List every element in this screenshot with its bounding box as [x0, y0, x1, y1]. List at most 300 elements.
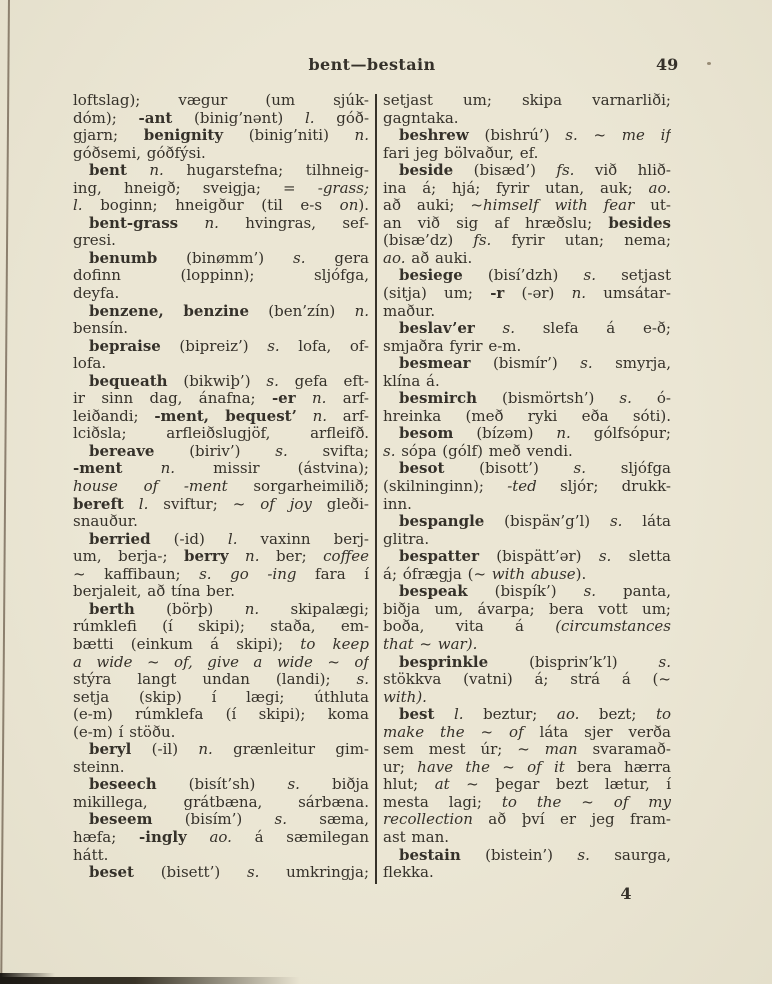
dictionary-line	[73, 548, 369, 566]
dictionary-line	[73, 654, 369, 672]
dictionary-line	[73, 794, 369, 812]
text-run: leiðandi;	[73, 407, 155, 425]
italic-run: n.	[204, 214, 219, 232]
text-run: berjaleit, að tína ber.	[73, 583, 235, 601]
text-run: rúmklefi (í skipi); staða, em-	[73, 618, 369, 636]
text-run: biðja um, ávarpa; bera vott um;	[383, 600, 671, 618]
text-run	[122, 460, 160, 477]
dictionary-line	[383, 601, 671, 619]
italic-run: house of -ment	[73, 478, 228, 496]
dictionary-line	[73, 92, 369, 110]
text-run: gleði-	[311, 495, 369, 513]
text-run: þegar bezt lætur, í	[478, 776, 671, 794]
text-run: bezt;	[579, 706, 656, 724]
text-run: sletta	[611, 548, 671, 566]
dictionary-line	[383, 338, 671, 356]
text-run	[212, 566, 231, 583]
italic-run: n.	[354, 127, 369, 145]
dictionary-line	[73, 232, 369, 250]
italic-run: s.	[267, 337, 280, 355]
text-run: (bisít’sh)	[156, 776, 288, 794]
text-run: fara í	[296, 565, 369, 583]
italic-run: with).	[383, 688, 427, 706]
dictionary-line	[383, 197, 671, 215]
text-run: klína á.	[383, 372, 440, 390]
headword: bent-grass	[89, 214, 179, 232]
dictionary-line	[383, 741, 671, 759]
text-run: mikillega, grátbæna, sárbæna.	[73, 793, 369, 811]
text-run: umsátar-	[586, 285, 671, 303]
text-run: umkringja;	[259, 864, 369, 882]
right-column	[383, 92, 671, 882]
italic-run: fs.	[473, 232, 492, 250]
text-run	[297, 408, 313, 425]
text-run: (bispriɴ’k’l)	[488, 653, 659, 671]
headword: benzene, benzine	[89, 302, 250, 320]
dictionary-line	[383, 285, 671, 303]
dictionary-line	[73, 303, 369, 321]
dictionary-line	[383, 355, 671, 373]
text-run: mesta lagi;	[383, 793, 502, 811]
text-run: sæma,	[287, 811, 369, 829]
text-run: láta sjer verða	[523, 723, 671, 741]
dictionary-line	[383, 425, 671, 443]
dictionary-line	[383, 654, 671, 672]
text-run	[475, 320, 503, 337]
text-run: við hlið-	[574, 162, 671, 180]
dictionary-line	[73, 320, 369, 338]
dictionary-line	[73, 110, 369, 128]
headword: bent	[89, 162, 127, 180]
text-run: (bízəm)	[453, 425, 557, 443]
text-run: hvingras, sef-	[218, 214, 369, 232]
dictionary-line	[383, 636, 671, 654]
text-run: snauður.	[73, 513, 138, 531]
text-run: sópa (gólf) með vendi.	[395, 442, 573, 460]
text-run: stýra langt undan (landi);	[73, 671, 357, 689]
italic-run: -grass;	[317, 179, 369, 197]
italic-run: n.	[149, 162, 164, 180]
italic-run: to keep	[300, 635, 369, 653]
italic-run: that ~ war).	[383, 635, 478, 653]
text-run: sorgarheimilið;	[227, 478, 369, 496]
dictionary-line	[383, 267, 671, 285]
dictionary-line	[73, 601, 369, 619]
text-run: (bisott’)	[444, 460, 574, 478]
text-run: að auki;	[383, 197, 471, 215]
dictionary-line	[383, 127, 671, 145]
dictionary-line	[383, 531, 671, 549]
text-run: (-id)	[150, 530, 228, 548]
headword: beside	[399, 162, 454, 180]
italic-run: (circumstances	[555, 618, 671, 636]
dictionary-line	[73, 706, 369, 724]
page-number: 49	[656, 55, 679, 74]
text-run: lofa.	[73, 355, 107, 373]
text-run: (bismír’)	[470, 355, 581, 373]
dictionary-line	[383, 566, 671, 584]
dictionary-line	[383, 864, 671, 882]
dictionary-line	[73, 513, 369, 531]
dictionary-line	[73, 127, 369, 145]
text-run: ut-	[634, 197, 671, 215]
italic-run: s.	[356, 671, 369, 689]
italic-run: on	[339, 197, 359, 215]
headword: besmirch	[399, 390, 477, 408]
text-run: (bispätt’ər)	[479, 548, 599, 566]
text-run: gefa eft-	[278, 372, 369, 390]
italic-run: s.	[577, 846, 590, 864]
running-head: bent—bestain	[308, 55, 436, 74]
dictionary-line	[383, 759, 671, 777]
dictionary-line	[73, 197, 369, 215]
italic-run: fs.	[556, 162, 575, 180]
text-run: setja (skip) í lægi; úthluta	[73, 688, 369, 706]
text-run: steinn.	[73, 758, 125, 776]
italic-run: ~ man	[517, 741, 578, 759]
text-run: sviftur;	[148, 495, 233, 513]
dictionary-line	[383, 250, 671, 268]
italic-run: ~	[73, 565, 86, 583]
italic-run: l.	[304, 109, 315, 127]
italic-run: s.	[583, 267, 596, 285]
text-run	[434, 706, 454, 723]
italic-run: ~ of joy	[232, 495, 312, 513]
italic-run: ~ with abuse	[473, 565, 576, 583]
text-run: (e-m) í stöðu.	[73, 723, 176, 741]
text-run: panta,	[596, 583, 671, 601]
italic-run: -ted	[507, 478, 537, 496]
dictionary-line	[383, 408, 671, 426]
text-run: smjaðra fyrir e-m.	[383, 337, 522, 355]
text-run: (ben’zín)	[249, 302, 355, 320]
italic-run: s.	[293, 249, 306, 267]
column-divider	[375, 94, 377, 884]
text-run: (bistein’)	[460, 846, 578, 864]
text-run: saurga,	[589, 846, 671, 864]
italic-run: s.	[573, 460, 586, 478]
headword: -ment, bequest’	[154, 407, 297, 425]
italic-run: at ~	[434, 776, 479, 794]
text-run: ir sinn dag, ánafna;	[73, 390, 272, 408]
text-run: ur;	[383, 758, 418, 776]
dictionary-line	[73, 425, 369, 443]
italic-run: n.	[160, 460, 176, 478]
italic-run: l.	[73, 197, 83, 215]
italic-run: n.	[311, 390, 327, 408]
headword: bequeath	[89, 372, 168, 390]
text-run: slefa á e-ð;	[515, 320, 671, 338]
left-column	[73, 92, 369, 882]
italic-run: s.	[609, 513, 623, 531]
italic-run: s.	[383, 442, 396, 460]
dictionary-line	[73, 460, 369, 478]
text-run: gjarn;	[73, 127, 144, 145]
italic-run: go -ing	[230, 565, 297, 583]
text-run: maður.	[383, 302, 436, 320]
ink-speck	[707, 62, 711, 65]
dictionary-line	[73, 618, 369, 636]
dictionary-line	[73, 373, 369, 391]
dictionary-line	[73, 776, 369, 794]
text-run: boða, vita á	[383, 618, 556, 636]
italic-run: ~ me if	[593, 127, 671, 145]
headword: -ant	[138, 109, 173, 127]
headword: bespeak	[399, 583, 468, 601]
text-run: hugarstefna; tilhneig-	[163, 162, 369, 180]
dictionary-line	[73, 566, 369, 584]
text-run: ina á; hjá; fyrir utan, auk;	[383, 179, 649, 197]
dictionary-line	[383, 513, 671, 531]
italic-run: s.	[565, 127, 578, 145]
dictionary-line	[73, 162, 369, 180]
italic-run: s.	[266, 372, 279, 390]
italic-run: s.	[583, 583, 597, 601]
dictionary-line	[383, 215, 671, 233]
headword: bespatter	[399, 548, 479, 566]
headword: -ingly	[139, 828, 187, 846]
dictionary-line	[73, 496, 369, 514]
headword: besom	[399, 425, 454, 443]
text-run: bera hærra	[564, 758, 671, 776]
text-run: (bismörtsh’)	[477, 390, 620, 408]
text-run: dofinn (loppinn); sljófga,	[73, 267, 369, 285]
italic-run: s.	[246, 864, 260, 882]
dictionary-line	[383, 776, 671, 794]
headword: benignity	[143, 127, 224, 145]
dictionary-line	[73, 408, 369, 426]
text-run: smyrja,	[592, 355, 671, 373]
text-run	[187, 829, 210, 846]
italic-run: recollection	[383, 811, 473, 829]
text-run: glitra.	[383, 530, 430, 548]
italic-run: s.	[619, 390, 632, 408]
dictionary-line	[383, 583, 671, 601]
text-run: (bisæ’dz)	[383, 232, 474, 250]
text-run: ).	[358, 197, 369, 215]
italic-run: ao.	[556, 706, 580, 724]
italic-run: l.	[227, 530, 238, 548]
text-run: (bisí’dzh)	[462, 267, 584, 285]
italic-run: n.	[571, 285, 587, 303]
italic-run: s.	[658, 653, 671, 671]
text-run: biðja	[299, 776, 369, 794]
dictionary-line	[383, 496, 671, 514]
dictionary-line	[73, 285, 369, 303]
headword: -er	[271, 390, 296, 408]
text-run: deyfa.	[73, 285, 120, 303]
text-run: missir (ástvina);	[175, 460, 369, 478]
text-run: um, berja-;	[73, 548, 184, 566]
text-run: (bisæd’)	[453, 162, 557, 180]
text-run: að auki.	[405, 249, 473, 267]
headword: besmear	[399, 355, 471, 373]
dictionary-line	[383, 724, 671, 742]
text-run: sljófga	[586, 460, 671, 478]
text-run: (binømm’)	[157, 249, 294, 267]
headword: besot	[399, 460, 445, 478]
italic-run: n.	[245, 548, 260, 566]
text-run: (bikwiþ’)	[167, 372, 267, 390]
text-run: (bisett’)	[133, 864, 247, 882]
italic-run: ~	[658, 671, 671, 689]
dictionary-line	[73, 636, 369, 654]
text-run: flekka.	[383, 864, 434, 882]
dictionary-line	[73, 478, 369, 496]
italic-run: n.	[312, 407, 328, 425]
text-run: arf-	[326, 390, 369, 408]
text-run: (biriv’)	[154, 442, 276, 460]
text-run: ber;	[259, 548, 324, 566]
headword: bereft	[73, 495, 124, 513]
italic-run: s.	[580, 355, 593, 373]
italic-run: ao.	[209, 828, 232, 846]
dictionary-line	[383, 478, 671, 496]
headword: -ment	[73, 460, 123, 478]
text-run: sljór; drukk-	[536, 478, 671, 496]
dictionary-line	[73, 689, 369, 707]
text-run: (binig’niti)	[223, 127, 355, 145]
text-run: bensín.	[73, 320, 129, 338]
text-run: góð-	[314, 109, 369, 127]
dictionary-line	[383, 671, 671, 689]
scan-edge-artifact	[0, 0, 10, 984]
text-run	[296, 390, 312, 407]
dictionary-line	[383, 706, 671, 724]
dictionary-line	[73, 215, 369, 233]
text-run: hæfa;	[73, 828, 140, 846]
text-run: sem mest úr;	[383, 741, 518, 759]
headword: bestain	[399, 846, 461, 864]
dictionary-line	[383, 794, 671, 812]
dictionary-line	[383, 92, 671, 110]
italic-run: s.	[275, 442, 288, 460]
dictionary-line	[73, 847, 369, 865]
text-run: gera	[305, 249, 369, 267]
dictionary-line	[73, 759, 369, 777]
headword: beseech	[89, 776, 157, 794]
text-run: setjast	[595, 267, 671, 285]
headword: bepraise	[89, 337, 161, 355]
italic-run: a wide ~ of, give a wide ~ of	[73, 653, 369, 671]
text-run: fari jeg bölvaður, ef.	[383, 144, 539, 162]
headword: beseem	[89, 811, 153, 829]
text-run: stökkva (vatni) á; strá á (	[383, 671, 659, 689]
dictionary-line	[383, 847, 671, 865]
text-run: ing, hneigð; sveigja; =	[73, 179, 318, 197]
text-run: (bipreiz’)	[160, 337, 268, 355]
text-run: hlut;	[383, 776, 435, 794]
text-run: hátt.	[73, 846, 109, 864]
text-run: boginn; hneigður (til e-s	[82, 197, 340, 215]
dictionary-line	[383, 390, 671, 408]
dictionary-line	[73, 829, 369, 847]
headword: beryl	[89, 741, 132, 759]
text-run: (börþ)	[134, 600, 245, 618]
italic-run: to	[655, 706, 671, 724]
text-run: inn.	[383, 495, 412, 513]
headword: besprinkle	[399, 653, 489, 671]
italic-run: l.	[138, 495, 149, 513]
dictionary-line	[73, 180, 369, 198]
text-run: svaramað-	[577, 741, 671, 759]
text-run: ó-	[631, 390, 671, 408]
dictionary-line	[73, 250, 369, 268]
dictionary-line	[383, 373, 671, 391]
dictionary-line	[383, 829, 671, 847]
dictionary-line	[383, 110, 671, 128]
italic-run: coffee	[323, 548, 369, 566]
text-run: á sæmilegan	[231, 828, 369, 846]
dictionary-line	[73, 443, 369, 461]
italic-run: l.	[453, 706, 464, 724]
dictionary-line	[73, 724, 369, 742]
text-run: vaxinn berj-	[237, 530, 369, 548]
text-run: (-il)	[131, 741, 199, 759]
text-run: ast man.	[383, 828, 450, 846]
dictionary-line	[73, 390, 369, 408]
dictionary-line	[383, 232, 671, 250]
text-run: (binig’nənt)	[172, 109, 305, 127]
text-run	[178, 215, 204, 232]
italic-run: s.	[287, 776, 300, 794]
headword: berth	[89, 600, 135, 618]
text-run: lofa, of-	[279, 337, 369, 355]
italic-run: n.	[198, 741, 213, 759]
text-run: (bispík’)	[467, 583, 584, 601]
text-run: gagntaka.	[383, 109, 459, 127]
dictionary-line	[383, 689, 671, 707]
dictionary-line	[73, 811, 369, 829]
dictionary-line	[383, 145, 671, 163]
text-run: arf-	[327, 407, 369, 425]
italic-run: n.	[556, 425, 571, 443]
text-run: svifta;	[287, 442, 369, 460]
dictionary-line	[73, 864, 369, 882]
text-run: (bishrú’)	[468, 127, 566, 145]
text-run: (skilninginn);	[383, 478, 508, 496]
text-run: (-ər)	[504, 285, 572, 303]
headword: -r	[490, 285, 505, 303]
headword: bereave	[89, 442, 155, 460]
text-run: an við sig af hræðslu;	[383, 214, 609, 232]
italic-run: n.	[244, 600, 260, 618]
dictionary-line	[383, 618, 671, 636]
italic-run: s.	[502, 320, 516, 338]
text-run: skipalægi;	[259, 600, 369, 618]
scan-bottom-corner	[0, 973, 55, 984]
text-run: kaffibaun;	[85, 565, 200, 583]
text-run: ).	[575, 565, 587, 583]
text-run: fyrir utan; nema;	[491, 232, 671, 250]
italic-run: n.	[354, 302, 369, 320]
dictionary-line	[73, 671, 369, 689]
headword: beshrew	[399, 127, 469, 145]
text-run: bætti (einkum á skipi);	[73, 635, 301, 653]
headword: besides	[608, 214, 671, 232]
text-run: (sitja) um;	[383, 285, 491, 303]
italic-run: s.	[598, 548, 612, 566]
text-run: (bispäɴ’g’l)	[484, 513, 610, 531]
text-run: beztur;	[463, 706, 557, 724]
italic-run: ao.	[648, 179, 671, 197]
dictionary-line	[383, 180, 671, 198]
italic-run: ~himself with fear	[470, 197, 635, 215]
text-run	[124, 496, 139, 513]
headword: benumb	[89, 249, 158, 267]
headword: besiege	[399, 267, 463, 285]
headword: berry	[184, 548, 229, 566]
